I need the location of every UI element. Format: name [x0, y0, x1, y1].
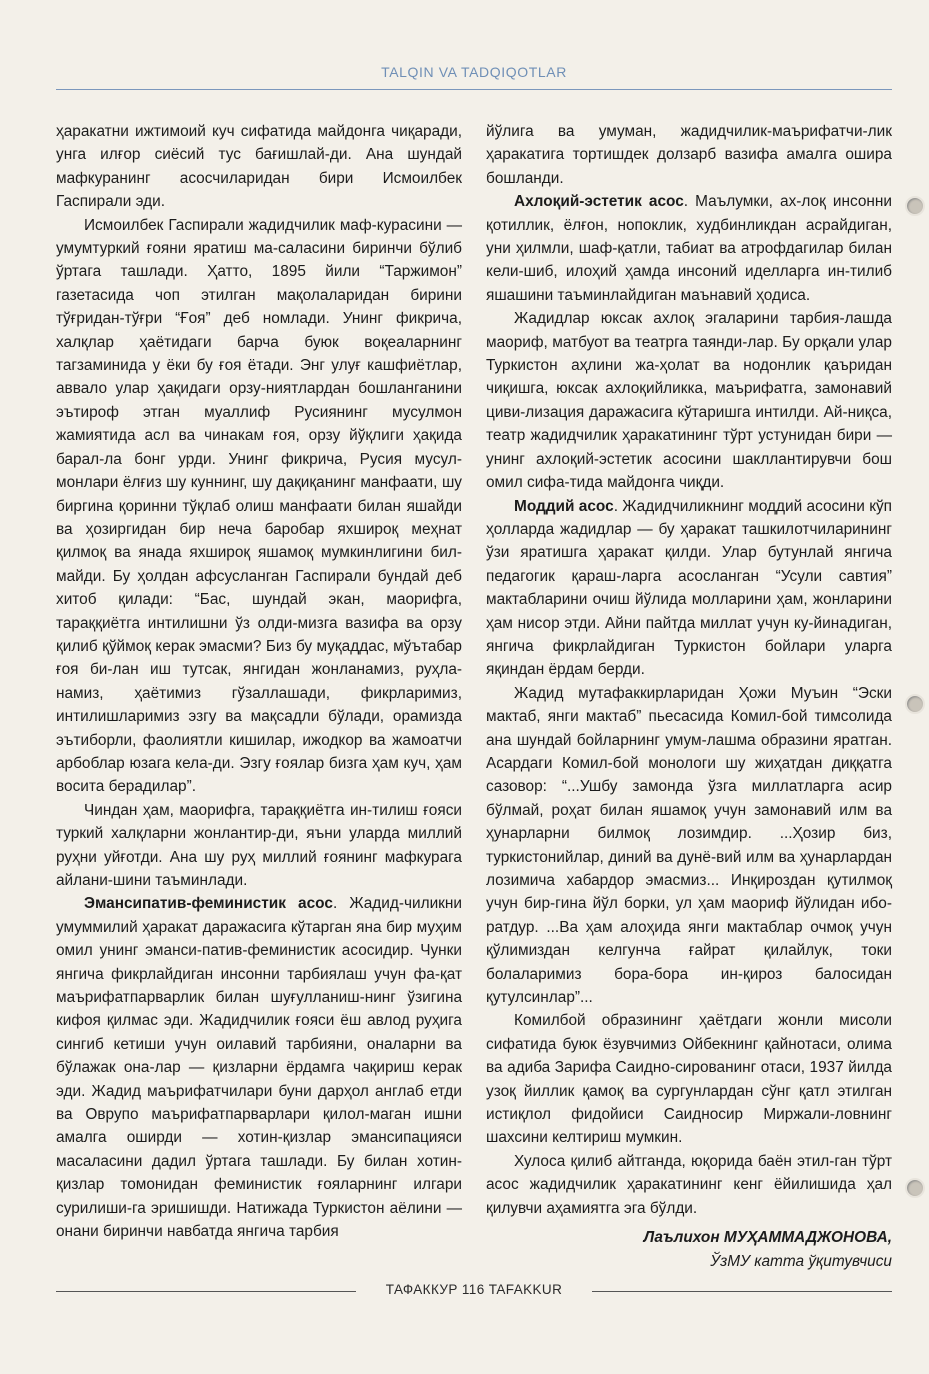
section-title: TALQIN VA TADQIQOTLAR [381, 64, 567, 80]
author-line [486, 1226, 892, 1249]
paragraph: Жадидлар юксак ахлоқ эгаларини тарбия-лашда маориф, матбуот ва театрга таянди-лар. Бу орқали улар Туркистон аҳлини жа-ҳолат ва нодонлик қаъридан чиқишга, юксак ахлоқийликка, маърифатга, замонавий циви-лизация даражасига кўтаришга интилди. Ай-ниқса, театр жадидчилик ҳаракатининг тўрт устунидан бири — унинг ахлоқий-эстетик асосини шакллантирувчи бош омил сифа-тида майдонга чиқди. [486, 310, 892, 492]
footer-rule-right [592, 1291, 892, 1292]
paragraph [56, 892, 462, 1243]
paragraph: ҳаракатни ижтимоий куч сифатида майдонга чиқаради, унга илғор сиёсий тус бағишлай-ди. Ана шундай мафкуранинг асосчиларидан бири Исмоилбек Гаспирали эди. [56, 123, 462, 211]
header-rule [56, 89, 892, 90]
paragraph: йўлига ва умуман, жадидчилик-маърифатчи-лик ҳаракатига тортишдек долзарб вазифа амалга ошира бошланди. [486, 123, 892, 187]
paragraph: Чиндан ҳам, маорифга, тараққиётга ин-тилиш ғояси туркий халқларни жонлантир-ди, яъни уларда миллий руҳни уйғотди. Ана шу руҳ миллий ғоянинг мафкурага айлани-шини таъминлади. [56, 801, 462, 889]
paragraph: Комилбой образининг ҳаётдаги жонли мисоли сифатида буюк ёзувчимиз Ойбекнинг қайнотаси, олима ва адиба Зарифа Саидно-сированинг отаси, 1937 йилда узоқ йиллик қамоқ ва сургунлардан сўнг қатл этилган истиқлол фидойиси Саидносир Миржали-ловнинг шахсини келтириш мумкин. [486, 1012, 892, 1147]
section-heading: Ахлоқий-эстетик асос [514, 193, 684, 211]
left-column [56, 120, 462, 1244]
author-role: ЎзМУ катта ўқитувчиси [710, 1252, 892, 1270]
paragraph [486, 190, 892, 307]
page-footer [56, 1280, 892, 1302]
right-column [486, 120, 892, 1273]
paragraph-text: . Жадидчиликнинг моддий асосини кўп ҳолларда жадидлар — бу ҳаракат ташкилотчиларининг ўзи яратишга ҳаракат қилди. Улар бутунлай янгича педагогик қараш-ларга асосланган “Усули савтия” мактабларини очиш йўлида молларини ҳам, жонларини ҳам нисор этди. Айни пайтда миллат учун ку-йинадиган, янгича фикрлайдиган Туркистон бойлари уларга яқиндан ёрдам берди. [486, 497, 892, 679]
author-name: Лаълихон МУҲАММАДЖОНОВА, [643, 1229, 892, 1247]
binder-hole-icon [905, 196, 925, 216]
binder-hole-icon [905, 1178, 925, 1198]
paragraph: Хулоса қилиб айтганда, юқорида баён этил-ган тўрт асос жадидчилик ҳаракатининг кенг ёйилишида ҳал қилувчи аҳамиятга эга бўлди. [486, 1152, 892, 1217]
paragraph [486, 495, 892, 682]
binder-hole-icon [905, 694, 925, 714]
author-role-line [486, 1250, 892, 1273]
section-heading: Моддий асос [514, 497, 614, 515]
paragraph: Исмоилбек Гаспирали жадидчилик маф-курасини — умумтуркий ғояни яратиш ма-саласини биринчи бўлиб ўртага ташлади. Ҳатто, 1895 йили “Таржимон” газетасида чоп этилган мақолаларидан бирини тўғридан-тўғри “Ғоя” деб номлади. Унинг фикрича, халқлар ҳаётидаги барча буюк воқеаларнинг тагзаминида у ёки бу ғоя ётади. Энг улуғ кашфиётлар, аввало улар ҳақидаги орзу-ниятлардан бошланганини эътироф этган муаллиф Русиянинг мусулмон жамиятида асл ва чинакам ғоя, орзу йўқлиги ҳақида барал-ла бонг урди. Унинг фикрича, Русия мусул-монлари ёлғиз шу куннинг, шу дақиқанинг манфаати, шу биргина қоринни тўқлаб олиш манфаати билан яшайди ва ҳозиргидан бир неча баробар яхшироқ меҳнат қилмоқ ва янада яхшироқ яшамоқ мумкинлигини бил-майди. Бу ҳолдан афсусланган Гаспирали бундай деб хитоб қилади: “Бас, шундай экан, маорифга, тараққиётга интилишни ўз олди-мизга вазифа ва орзу қилиб қўймоқ керак эмасми? Биз бу муқаддас, мўътабар ғоя би-лан иш тутсак, янгидан жонланамиз, руҳла-намиз, ҳаётимиз гўзаллашади, фикрларимиз, интилишларимиз эзгу ва мақсадли бўлади, орамизда эътиборли, фаолиятли кишилар, ижодкор ва жамоатчи арбоблар юзага кела-ди. Эзгу ғоялар бизга ҳам куч, ҳам восита берадилар”. [56, 216, 462, 796]
paragraph: Жадид мутафаккирларидан Ҳожи Муъин “Эски мактаб, янги мактаб” пьесасида Комил-бой тимсолида ана шундай бойларнинг умум-лашма образини яратган. Асардаги Комил-бой монологи шу жиҳатдан диққатга сазовор: “...Ушбу замонда ўзга миллатларга асир бўлмай, роҳат билан яшамоқ учун замонавий илм ва ҳунарларни билмоқ лозимдир. ...Ҳозир биз, туркистонийлар, диний ва дунё-вий илм ва ҳунарлардан лозимича хабардор эмасмиз... Инқироздан қутилмоқ учун бир-гина йўл борки, ул ҳам маориф йўлидан ибо-ратдур. ...Ва ҳам алоҳида янги мактаблар очмоқ учун қўлимиздан келгунча ғайрат қилайлук, токи болаларимиз бора-бора ин-қироз балосидан қутулсинлар”... [486, 684, 892, 1007]
section-heading: Эмансипатив-феминистик асос [84, 895, 333, 913]
footer-page-label: ТАФАККУР 116 TAFAKKUR [385, 1282, 563, 1297]
running-header [56, 64, 892, 90]
paragraph-text: . Маълумки, ах-лоқ инсонни қотиллик, ёлғон, нопоклик, худбинликдан асрайдиган, уни ҳилмли, шаф-қатли, табиат ва атрофдагилар билан кели-шиб, илоҳий ҳамда инсоний иделларга ин-тилиб яшашини таъминлайдиган маънавий ҳодиса. [486, 193, 892, 304]
paragraph-text: . Жадид-чиликни умуммилий ҳаракат даражасига кўтарган яна бир муҳим омил унинг эманси-патив-феминистик асосидир. Чунки янгича фикрлайдиган инсонни тарбиялаш учун фа-қат маърифатпарварлик билан шуғулланиш-нинг ўзигина кифоя қилмас эди. Жадидчилик ғояси ёш авлод руҳига сингиб кетиши учун оилавий тарбияни, оналарни ва бўлажак она-лар — қизларни ёрдамга чақириш керак эди. Жадид маърифатчилари буни дарҳол англаб етди ва Оврупо маърифатпарварлари қилол-маган ишни амалга оширди — хотин-қизлар эмансипацияси масаласини дадил ўртага ташлади. Бу билан хотин-қизлар томонидан феминистик ғояларнинг илгари сурилиши-га эришишди. Натижада Туркистон аёлини — онани биринчи навбатда янгича тарбия [56, 895, 463, 1241]
